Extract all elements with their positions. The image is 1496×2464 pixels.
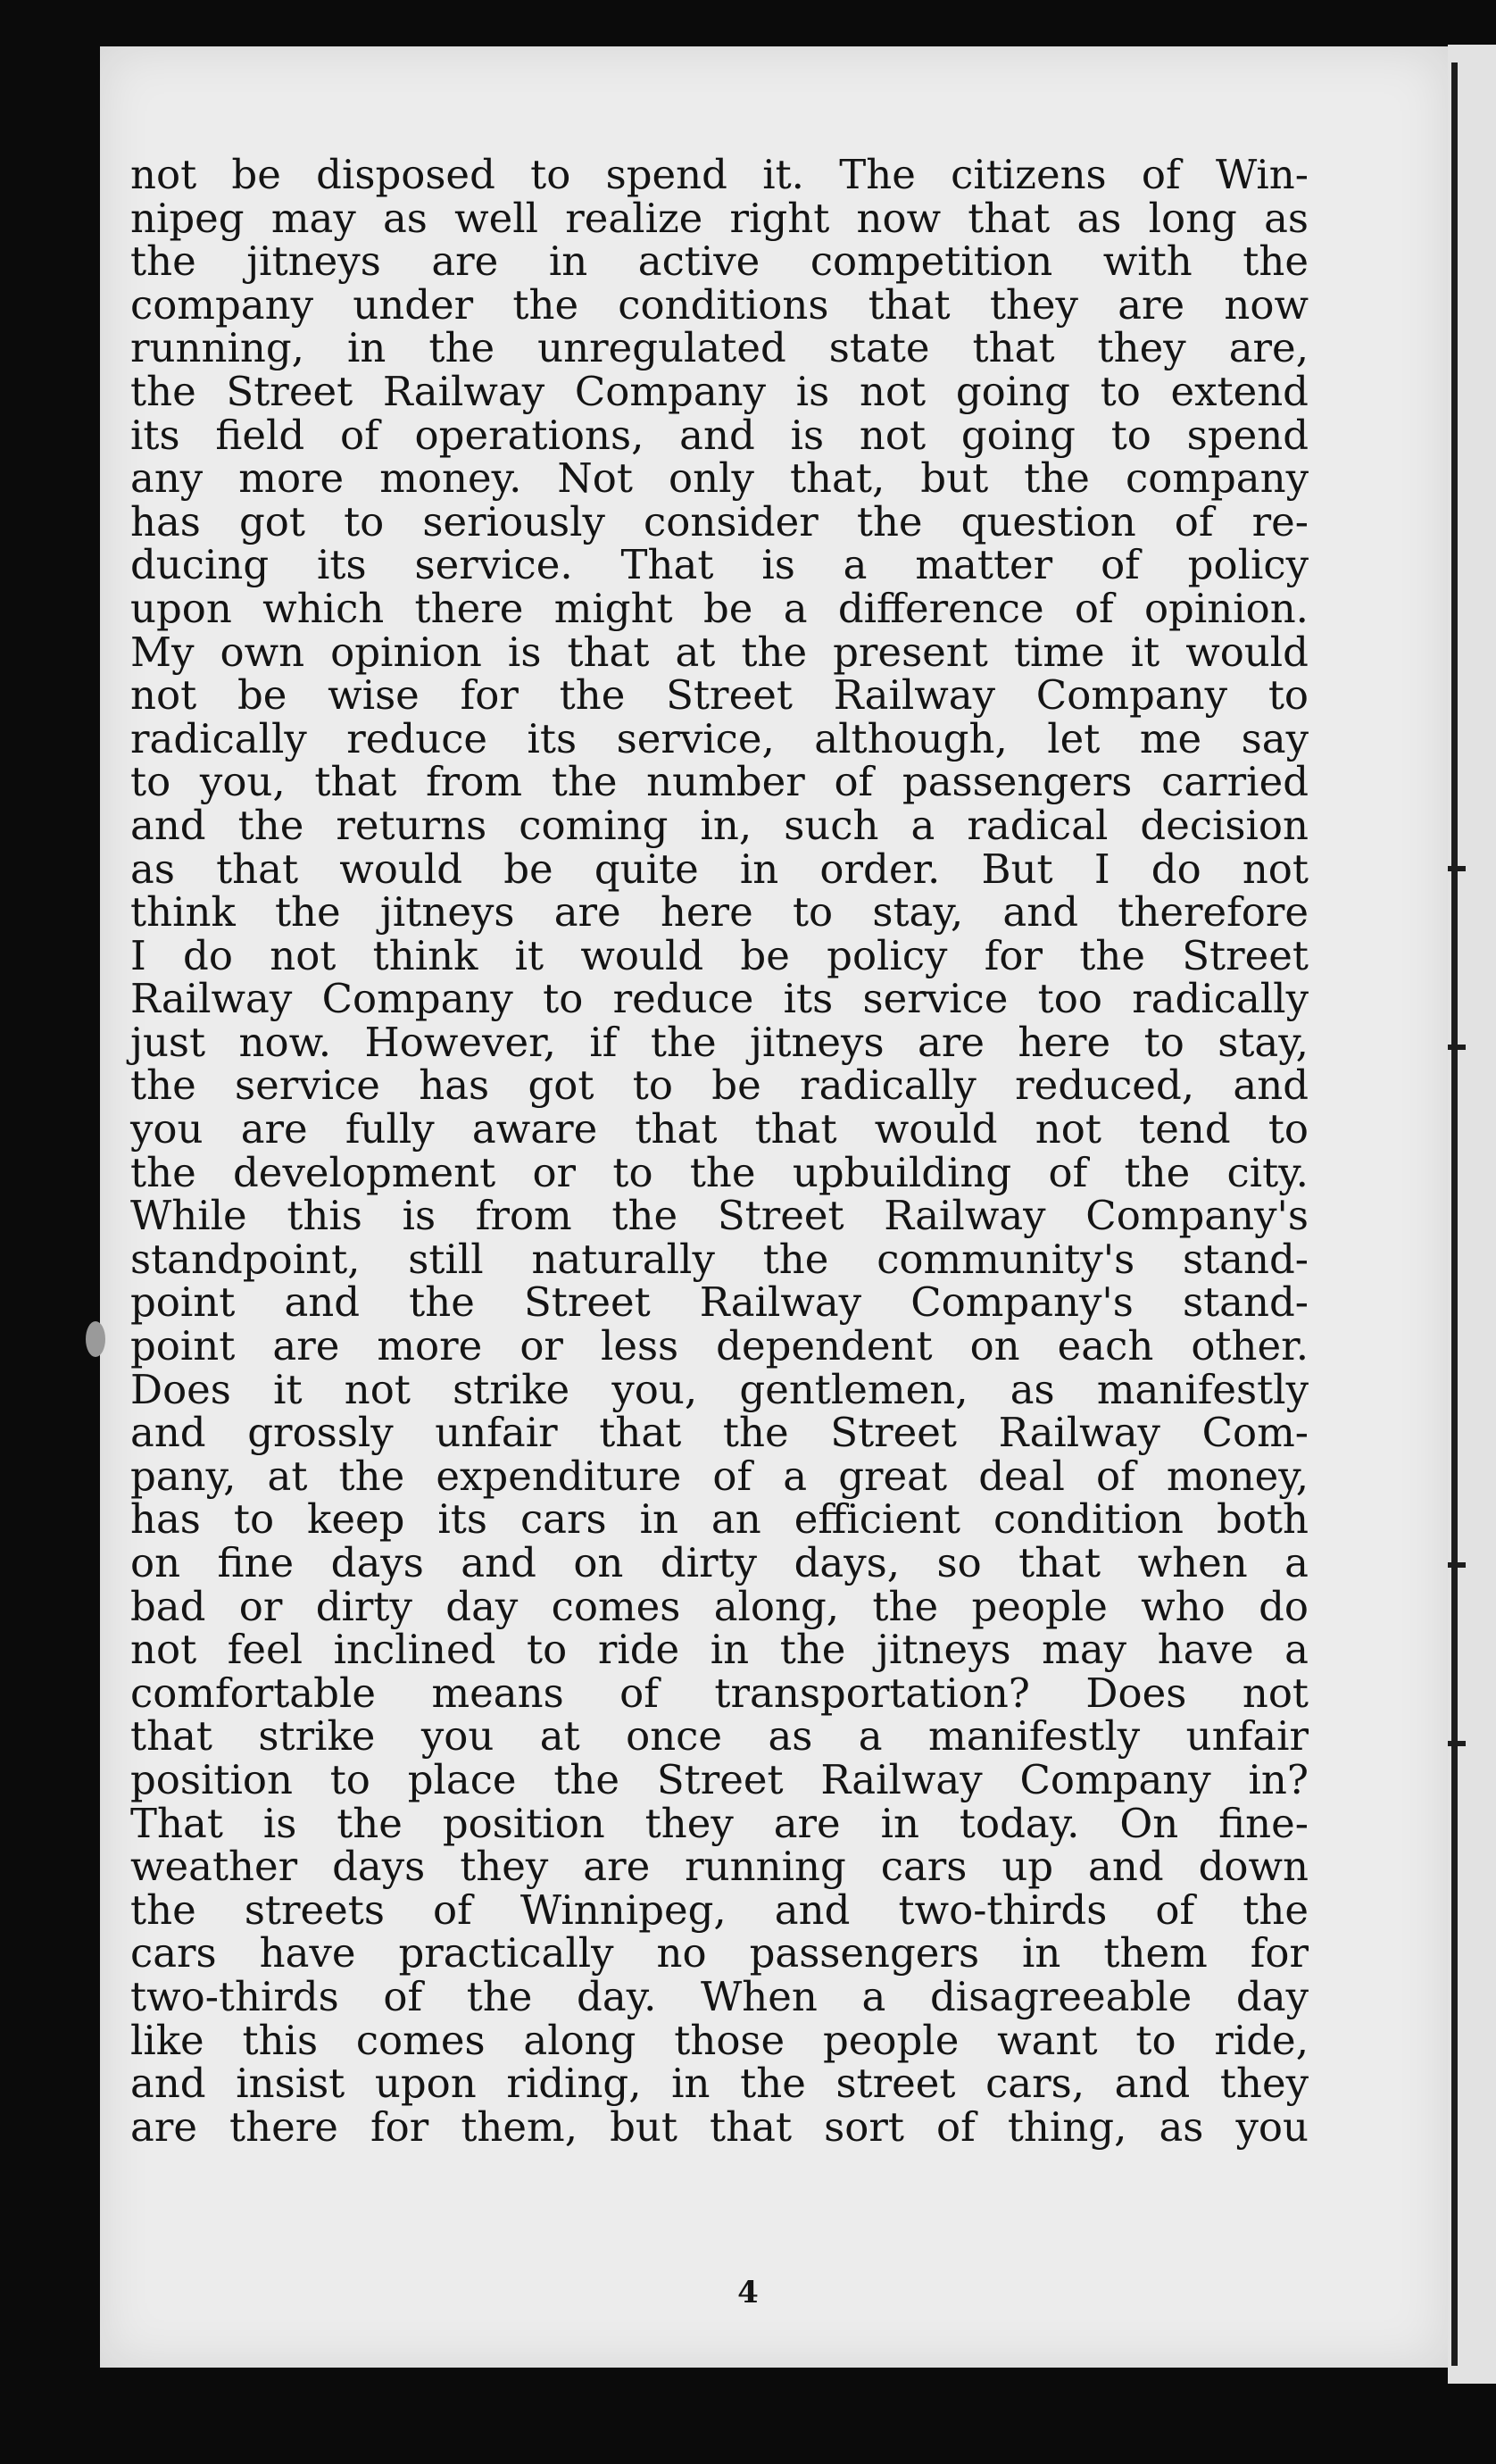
text-line: point and the Street Railway Company's stand- [130, 1278, 1309, 1327]
text-line: nipeg may as well realize right now that as long as [130, 194, 1309, 242]
text-line: standpoint, still naturally the community's stand- [130, 1235, 1309, 1283]
text-line: Does it not strike you, gentlemen, as manifestly [130, 1365, 1309, 1413]
text-line: not feel inclined to ride in the jitneys may have a [130, 1626, 1309, 1674]
text-line: not be wise for the Street Railway Company to [130, 671, 1309, 720]
text-line: think the jitneys are here to stay, and therefore [130, 888, 1309, 936]
text-line: weather days they are running cars up and down [130, 1843, 1309, 1891]
edge-mark [1448, 1741, 1466, 1746]
text-line: on fine days and on dirty days, so that when a [130, 1539, 1309, 1586]
text-line: the Street Railway Company is not going to extend [130, 367, 1309, 415]
text-line: the development or to the upbuilding of the city. [130, 1148, 1309, 1196]
text-line: My own opinion is that at the present time it would [130, 628, 1309, 676]
text-line: the service has got to be radically reduced, and [130, 1061, 1309, 1110]
page-body-text [130, 151, 1309, 2151]
edge-mark [1448, 1045, 1466, 1050]
text-line: to you, that from the number of passengers carried [130, 758, 1309, 806]
scan-artifact [86, 1321, 105, 1357]
text-line: cars have practically no passengers in them for [130, 1929, 1309, 1977]
text-line: the streets of Winnipeg, and two-thirds of the [130, 1885, 1309, 1934]
text-line: and the returns coming in, such a radical decision [130, 801, 1309, 849]
text-line: pany, at the expenditure of a great deal of money, [130, 1452, 1309, 1500]
text-line: as that would be quite in order. But I do not [130, 845, 1309, 893]
text-line: that strike you at once as a manifestly unfair [130, 1712, 1309, 1761]
text-line: That is the position they are in today. On fine- [130, 1799, 1309, 1847]
edge-mark [1448, 866, 1466, 871]
text-line: bad or dirty day comes along, the people who do [130, 1582, 1309, 1630]
text-line: are there for them, but that sort of thing, as you [130, 2102, 1309, 2151]
text-line: and insist upon riding, in the street cars, and they [130, 2060, 1309, 2108]
page-edge-line [1451, 62, 1458, 2366]
text-line: its field of operations, and is not going to spend [130, 411, 1309, 459]
text-line: you are fully aware that that would not tend to [130, 1105, 1309, 1153]
text-line: comfortable means of transportation? Does not [130, 1669, 1309, 1717]
text-line: any more money. Not only that, but the company [130, 454, 1309, 503]
text-line: two-thirds of the day. When a disagreeable day [130, 1972, 1309, 2020]
text-line: Railway Company to reduce its service too radically [130, 975, 1309, 1023]
text-line: company under the conditions that they are now [130, 280, 1309, 329]
text-line: running, in the unregulated state that they are, [130, 324, 1309, 372]
text-line: I do not think it would be policy for the Street [130, 931, 1309, 979]
text-line: not be disposed to spend it. The citizens of Win- [130, 151, 1309, 198]
text-line: like this comes along those people want to ride, [130, 2016, 1309, 2064]
text-line: position to place the Street Railway Company in? [130, 1755, 1309, 1803]
text-line: has to keep its cars in an efficient condition both [130, 1495, 1309, 1544]
edge-mark [1448, 1562, 1466, 1568]
text-line: and grossly unfair that the Street Railway Com- [130, 1409, 1309, 1457]
page-number: 4 [737, 2275, 759, 2310]
text-line: upon which there might be a difference of opinion. [130, 584, 1309, 632]
text-line: has got to seriously consider the question of re- [130, 497, 1309, 545]
text-line: just now. However, if the jitneys are here to stay, [130, 1018, 1309, 1066]
text-line: radically reduce its service, although, let me say [130, 714, 1309, 762]
text-line: point are more or less dependent on each other. [130, 1322, 1309, 1370]
text-line: While this is from the Street Railway Company's [130, 1192, 1309, 1240]
text-line: the jitneys are in active competition with the [130, 237, 1309, 286]
text-line: ducing its service. That is a matter of policy [130, 541, 1309, 589]
adjacent-page-edge [1448, 45, 1496, 2384]
